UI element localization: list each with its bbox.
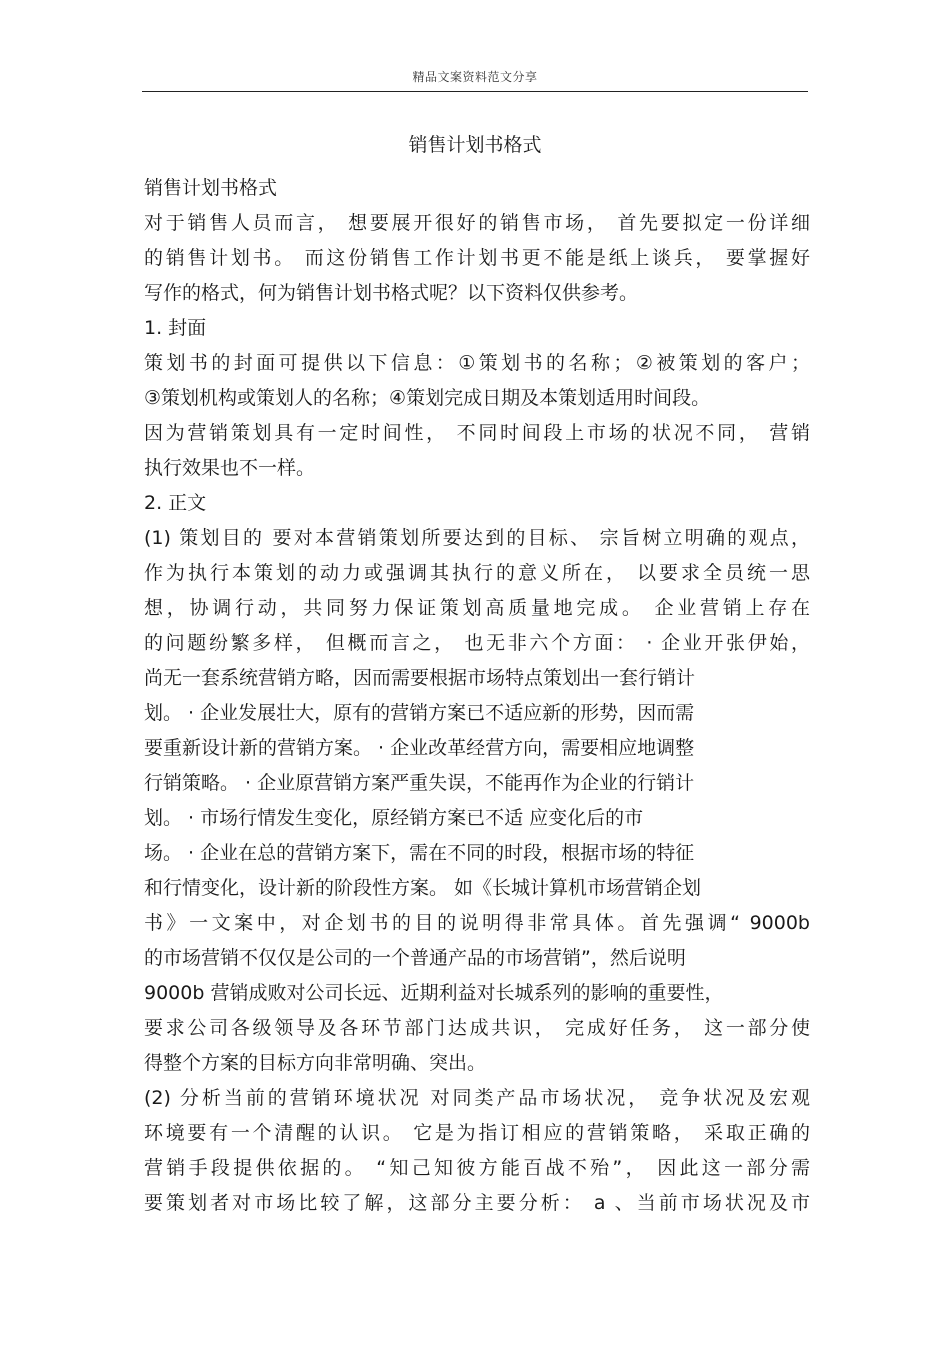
paragraph-line: 书》一文案中，对企划书的目的说明得非常具体。首先强调“ 9000b — [144, 912, 810, 934]
paragraph-line: 要求公司各级领导及各环节部门达成共识， 完成好任务， 这一部分使 — [144, 1017, 810, 1039]
paragraph-line: 对于销售人员而言， 想要展开很好的销售市场， 首先要拟定一份详细 — [144, 212, 810, 234]
paragraph-line: 因为营销策划具有一定时间性， 不同时间段上市场的状况不同， 营销 — [144, 422, 810, 444]
section-heading: 销售计划书格式 — [144, 177, 278, 199]
paragraph-line: 写作的格式，何为销售计划书格式呢？以下资料仅供参考。 — [144, 282, 639, 304]
section-heading: 2. 正文 — [144, 492, 207, 514]
paragraph-line: 的问题纷繁多样， 但概而言之， 也无非六个方面： · 企业开张伊始， — [144, 632, 810, 654]
document-title: 销售计划书格式 — [408, 134, 542, 156]
paragraph-line: 的销售计划书。 而这份销售工作计划书更不能是纸上谈兵， 要掌握好 — [144, 247, 810, 269]
paragraph-line: 作为执行本策划的动力或强调其执行的意义所在， 以要求全员统一思 — [144, 562, 810, 584]
paragraph-line: 的市场营销不仅仅是公司的一个普通产品的市场营销”，然后说明 — [144, 947, 686, 969]
paragraph-line: 环境要有一个清醒的认识。 它是为指订相应的营销策略， 采取正确的 — [144, 1122, 810, 1144]
paragraph-line: (2) 分析当前的营销环境状况 对同类产品市场状况， 竞争状况及宏观 — [144, 1087, 810, 1109]
paragraph-line: 划。 · 企业发展壮大，原有的营销方案已不适应新的形势，因而需 — [144, 702, 695, 724]
paragraph-line: 和行情变化，设计新的阶段性方案。 如《长城计算机市场营销企划 — [144, 877, 702, 899]
paragraph-line: 划。 · 市场行情发生变化，原经销方案已不适 应变化后的市 — [144, 807, 644, 829]
paragraph-line: 9000b 营销成败对公司长远、近期利益对长城系列的影响的重要性， — [144, 982, 724, 1004]
page-header: 精品文案资料范文分享 — [412, 70, 538, 84]
paragraph-line: 想，协调行动，共同努力保证策划高质量地完成。 企业营销上存在 — [144, 597, 810, 619]
paragraph-line: 行销策略。 · 企业原营销方案严重失误，不能再作为企业的行销计 — [144, 772, 695, 794]
paragraph-line: 得整个方案的目标方向非常明确、突出。 — [144, 1052, 487, 1074]
paragraph-line: 营销手段提供依据的。 “知己知彼方能百战不殆”， 因此这一部分需 — [144, 1157, 810, 1179]
paragraph-line: 场。 · 企业在总的营销方案下，需在不同的时段，根据市场的特征 — [144, 842, 695, 864]
document-body — [144, 171, 810, 1221]
paragraph-line: 执行效果也不一样。 — [144, 457, 316, 479]
header-divider — [142, 91, 808, 92]
paragraph-line: 尚无一套系统营销方略，因而需要根据市场特点策划出一套行销计 — [144, 667, 696, 689]
paragraph-line: 策划书的封面可提供以下信息：①策划书的名称；②被策划的客户； — [144, 352, 810, 374]
paragraph-line: (1) 策划目的 要对本营销策划所要达到的目标、 宗旨树立明确的观点， — [144, 527, 810, 549]
section-heading: 1. 封面 — [144, 317, 207, 339]
paragraph-line: 要重新设计新的营销方案。 · 企业改革经营方向，需要相应地调整 — [144, 737, 695, 759]
paragraph-line: ③策划机构或策划人的名称；④策划完成日期及本策划适用时间段。 — [144, 387, 711, 409]
paragraph-line: 要策划者对市场比较了解，这部分主要分析： a 、当前市场状况及市 — [144, 1192, 810, 1214]
